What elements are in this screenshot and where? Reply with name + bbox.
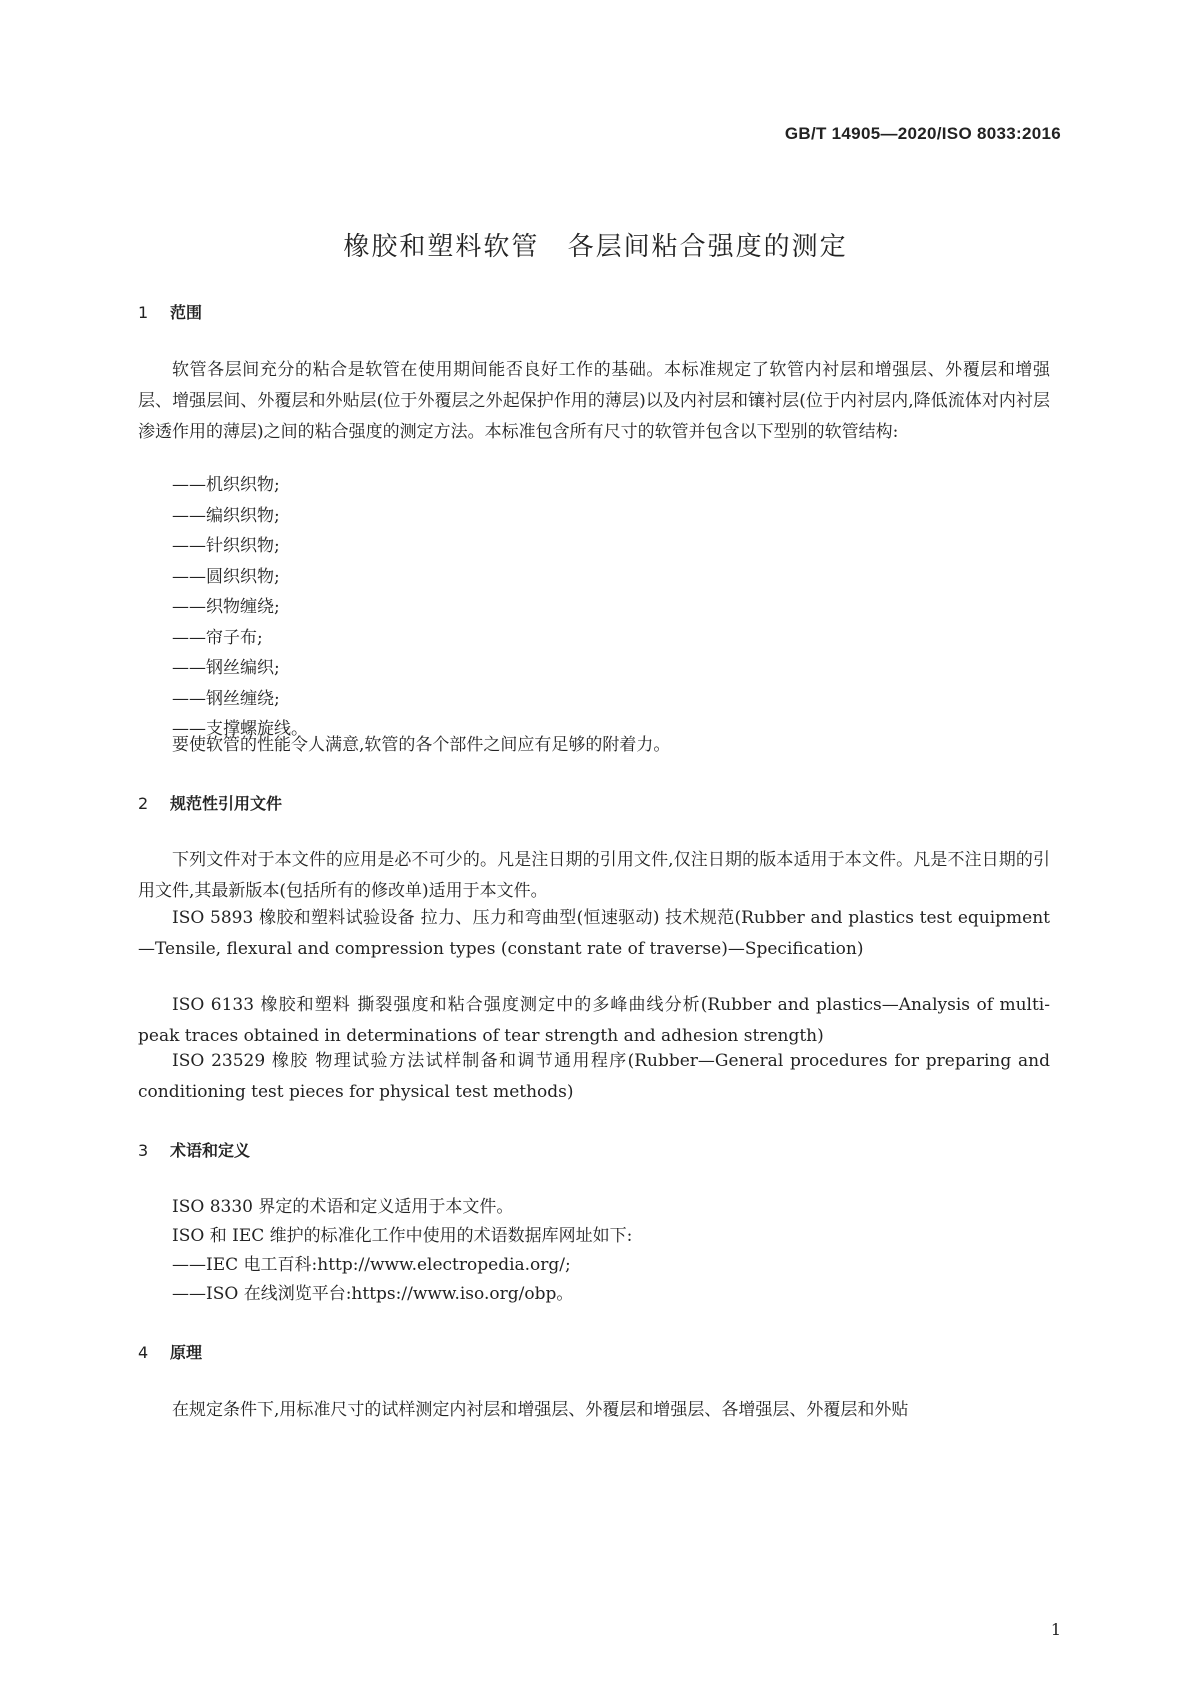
section-4-heading <box>138 1340 202 1363</box>
list-item: ——帘子布; <box>172 627 263 648</box>
normative-reference: ISO 23529 橡胶 物理试验方法试样制备和调节通用程序(Rubber—General procedures for preparing and conditioning test pieces for physical test methods) <box>138 1051 1050 1102</box>
section-title: 范围 <box>170 303 203 322</box>
page-number: 1 <box>1050 1620 1061 1639</box>
section-title: 原理 <box>170 1343 203 1362</box>
terminology-link-electropedia[interactable]: ——IEC 电工百科:http://www.electropedia.org/; <box>172 1255 571 1275</box>
section-title: 术语和定义 <box>170 1141 251 1160</box>
list-item: ——织物缠绕; <box>172 597 280 617</box>
list-item: ——机织织物; <box>172 475 280 495</box>
section-1-intro: 软管各层间充分的粘合是软管在使用期间能否良好工作的基础。本标准规定了软管内衬层和增强层、外覆层和增强层、增强层间、外覆层和外贴层(位于外覆层之外起保护作用的薄层)以及内衬层和镶衬层(位于内衬层内,降低流体对内衬层渗透作用的薄层)之间的粘合强度的测定方法。本标准包含所有尺寸的软管并包含以下型别的软管结构: <box>138 360 1050 442</box>
section-2-heading <box>138 791 282 814</box>
standard-code: GB/T 14905—2020/ISO 8033:2016 <box>784 124 1061 143</box>
structure-type-list <box>172 470 308 745</box>
definition-line: ISO 8330 界定的术语和定义适用于本文件。 <box>172 1197 514 1217</box>
section-4-text: 在规定条件下,用标准尺寸的试样测定内衬层和增强层、外覆层和增强层、各增强层、外覆层和外贴 <box>172 1400 909 1420</box>
list-item: ——钢丝缠绕; <box>172 688 280 709</box>
section-1-heading <box>138 300 202 323</box>
definition-line: ISO 和 IEC 维护的标准化工作中使用的术语数据库网址如下: <box>172 1226 633 1246</box>
list-item: ——支撑螺旋线。 <box>172 719 308 739</box>
section-number: 2 <box>138 794 149 813</box>
document-title: 橡胶和塑料软管 各层间粘合强度的测定 <box>343 232 848 262</box>
section-3-heading <box>138 1138 250 1161</box>
section-title: 规范性引用文件 <box>170 794 283 813</box>
normative-reference: ISO 6133 橡胶和塑料 撕裂强度和粘合强度测定中的多峰曲线分析(Rubber and plastics—Analysis of multi-peak traces obtained in determinations of tear strength and adhesion strength) <box>138 995 1050 1046</box>
list-item: ——圆织织物; <box>172 566 280 587</box>
section-number: 3 <box>138 1141 149 1160</box>
normative-reference: ISO 5893 橡胶和塑料试验设备 拉力、压力和弯曲型(恒速驱动) 技术规范(Rubber and plastics test equipment—Tensile, flexural and compression types (constant rate of traverse)—Specification) <box>138 908 1050 959</box>
list-item: ——针织织物; <box>172 536 280 556</box>
section-number: 4 <box>138 1343 149 1362</box>
section-2-intro: 下列文件对于本文件的应用是必不可少的。凡是注日期的引用文件,仅注日期的版本适用于本文件。凡是不注日期的引用文件,其最新版本(包括所有的修改单)适用于本文件。 <box>138 850 1050 901</box>
section-1-outro: 要使软管的性能令人满意,软管的各个部件之间应有足够的附着力。 <box>172 735 671 755</box>
terminology-link-iso-obp[interactable]: ——ISO 在线浏览平台:https://www.iso.org/obp。 <box>172 1284 574 1304</box>
section-number: 1 <box>138 303 149 322</box>
list-item: ——钢丝编织; <box>172 658 280 678</box>
list-item: ——编织织物; <box>172 505 280 526</box>
